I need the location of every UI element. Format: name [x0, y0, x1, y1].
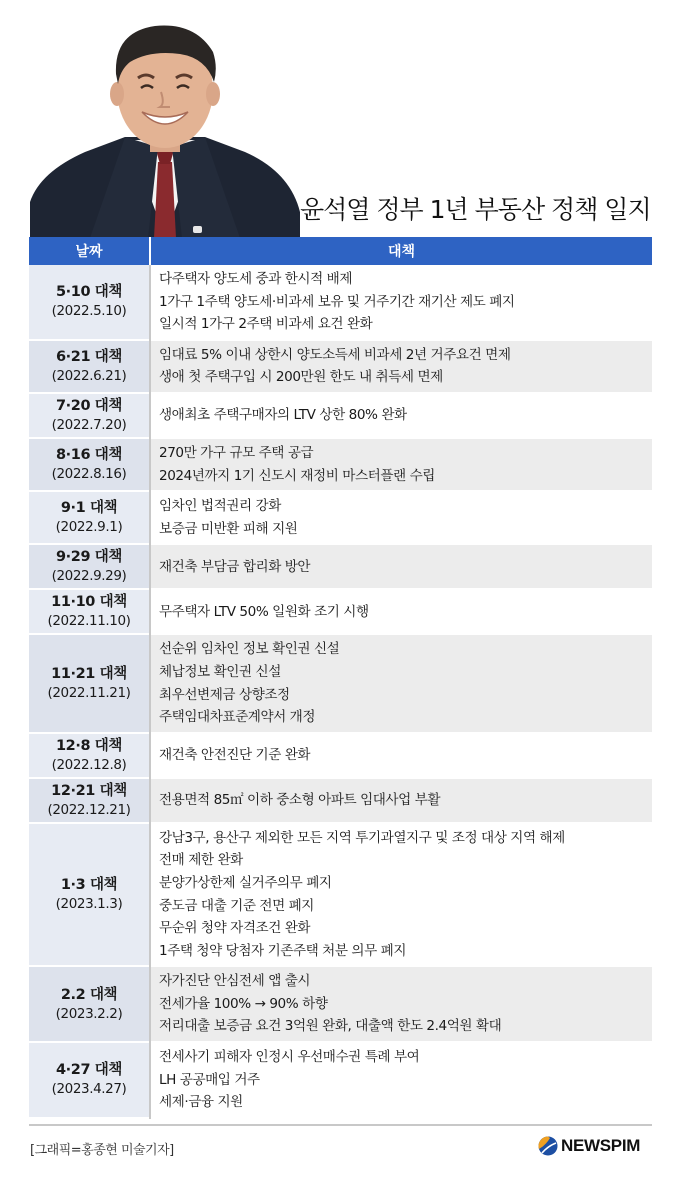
policy-item: 1주택 청약 당첨자 기존주택 처분 의무 폐지: [159, 942, 407, 959]
policy-item: 임대료 5% 이내 상한시 양도소득세 비과세 2년 거주요건 면제: [159, 346, 511, 363]
policy-item: 자가진단 안심전세 앱 출시: [159, 973, 311, 990]
date-cell: [29, 393, 150, 438]
date-cell: [29, 966, 150, 1042]
policy-column-header: 대책: [150, 237, 652, 265]
policy-items-cell: [150, 778, 652, 823]
table-row: [29, 778, 652, 823]
date-cell: [29, 733, 150, 778]
date-cell: [29, 491, 150, 544]
table-row: [29, 1042, 652, 1118]
policy-item: 다주택자 양도세 중과 한시적 배제: [159, 271, 353, 287]
policy-item: 생애최초 주택구매자의 LTV 상한 80% 완화: [159, 407, 407, 424]
policy-items-cell: [150, 589, 652, 634]
policy-date: (2022.12.21): [47, 801, 131, 818]
policy-items-cell: [150, 1042, 652, 1118]
policy-items-cell: [150, 634, 652, 732]
policy-date: (2022.5.10): [51, 303, 127, 320]
policy-items-cell: [150, 438, 652, 491]
date-cell: [29, 340, 150, 393]
table-row: [29, 265, 652, 340]
policy-item: 일시적 1가구 2주택 비과세 요건 완화: [159, 316, 373, 333]
policy-item: 전세가율 100% → 90% 하향: [159, 995, 328, 1012]
policy-items-cell: [150, 823, 652, 967]
date-cell: [29, 634, 150, 732]
policy-item: 체납정보 확인권 신설: [159, 663, 281, 680]
date-cell: [29, 589, 150, 634]
graphic-credit: [그래픽=홍종현 미술기자]: [30, 1143, 174, 1158]
policy-item: 주택임대차표준계약서 개정: [159, 709, 316, 726]
newspim-wordmark: NEWSPIM: [561, 1136, 641, 1155]
policy-items-cell: [150, 265, 652, 340]
policy-date: (2023.4.27): [51, 1081, 127, 1098]
date-cell: [29, 1042, 150, 1118]
policy-item: 보증금 미반환 피해 지원: [159, 520, 298, 537]
policy-item: 1가구 1주택 양도세·비과세 보유 및 거주기간 재기산 제도 폐지: [159, 293, 515, 310]
table-row: [29, 340, 652, 393]
policy-item: LH 공공매입 거주: [159, 1071, 260, 1088]
policy-label: 12·8 대책: [55, 737, 123, 754]
policy-item: 재건축 부담금 합리화 방안: [159, 558, 311, 575]
table-bottom-rule: [29, 1124, 652, 1126]
date-cell: [29, 265, 150, 340]
policy-item: 무순위 청약 자격조건 완화: [159, 920, 311, 937]
policy-date: (2022.9.29): [51, 568, 127, 585]
policy-date: (2023.2.2): [55, 1005, 123, 1022]
policy-label: 2.2 대책: [60, 986, 118, 1003]
policy-label: 8·16 대책: [55, 447, 123, 464]
policy-item: 강남3구, 용산구 제외한 모든 지역 투기과열지구 및 조정 대상 지역 해제: [159, 829, 565, 846]
policy-label: 7·20 대책: [55, 397, 123, 414]
policy-label: 5·10 대책: [55, 284, 123, 301]
date-cell: [29, 438, 150, 491]
policy-items-cell: [150, 544, 652, 589]
policy-label: 9·1 대책: [60, 500, 118, 517]
policy-label: 9·29 대책: [55, 549, 123, 566]
date-cell: [29, 544, 150, 589]
table-row: [29, 589, 652, 634]
policy-item: 전용면적 85㎡ 이하 중소형 아파트 임대사업 부활: [159, 791, 441, 808]
portrait-photo: [30, 12, 300, 238]
policy-date: (2022.11.10): [47, 613, 131, 630]
policy-date: (2022.6.21): [51, 367, 127, 384]
policy-date: (2023.1.3): [55, 896, 123, 912]
policy-label: 4·27 대책: [55, 1062, 123, 1079]
table-row: [29, 544, 652, 589]
policy-item: 선순위 임차인 정보 확인권 신설: [159, 641, 340, 658]
newspim-logo: [538, 1136, 640, 1156]
policy-label: 11·21 대책: [51, 666, 127, 683]
policy-items-cell: [150, 393, 652, 438]
date-column-header: 날짜: [29, 237, 150, 265]
table-row: [29, 966, 652, 1042]
table-row: [29, 491, 652, 544]
policy-label: 6·21 대책: [55, 348, 123, 365]
table-header: [29, 237, 652, 265]
policy-items-cell: [150, 733, 652, 778]
policy-item: 저리대출 보증금 요건 3억원 완화, 대출액 한도 2.4억원 확대: [159, 1018, 502, 1035]
policy-label: 12·21 대책: [51, 782, 127, 799]
policy-date: (2022.8.16): [51, 466, 127, 483]
policy-date: (2022.12.8): [51, 756, 127, 773]
infographic-title: 윤석열 정부 1년 부동산 정책 일지: [300, 195, 651, 224]
table-row: [29, 823, 652, 967]
policy-label: 11·10 대책: [51, 594, 127, 611]
policy-item: 최우선변제금 상향조정: [159, 686, 290, 703]
policy-item: 중도금 대출 기준 전면 폐지: [159, 897, 314, 914]
policy-date: (2022.9.1): [55, 519, 123, 536]
policy-item: 세제·금융 지원: [159, 1094, 243, 1111]
policy-item: 생애 첫 주택구입 시 200만원 한도 내 취득세 면제: [159, 369, 443, 386]
table-row: [29, 634, 652, 732]
policy-label: 1·3 대책: [60, 877, 118, 893]
newspim-globe-icon: [538, 1136, 558, 1156]
policy-item: 270만 가구 규모 주택 공급: [159, 444, 314, 461]
policy-items-cell: [150, 966, 652, 1042]
policy-item: 임차인 법적권리 강화: [159, 498, 281, 515]
policy-item: 분양가상한제 실거주의무 폐지: [159, 874, 332, 891]
table-row: [29, 438, 652, 491]
policy-date: (2022.11.21): [47, 685, 131, 702]
policy-table: [29, 237, 652, 1119]
policy-item: 재건축 안전진단 기준 완화: [159, 746, 311, 763]
date-cell: [29, 823, 150, 967]
policy-date: (2022.7.20): [51, 416, 127, 433]
table-row: [29, 393, 652, 438]
table-row: [29, 733, 652, 778]
policy-item: 무주택자 LTV 50% 일원화 조기 시행: [159, 603, 369, 620]
policy-item: 전세사기 피해자 인정시 우선매수권 특례 부여: [159, 1049, 420, 1066]
policy-items-cell: [150, 340, 652, 393]
date-cell: [29, 778, 150, 823]
policy-item: 전매 제한 완화: [159, 852, 243, 869]
policy-items-cell: [150, 491, 652, 544]
policy-item: 2024년까지 1기 신도시 재정비 마스터플랜 수립: [159, 467, 435, 484]
